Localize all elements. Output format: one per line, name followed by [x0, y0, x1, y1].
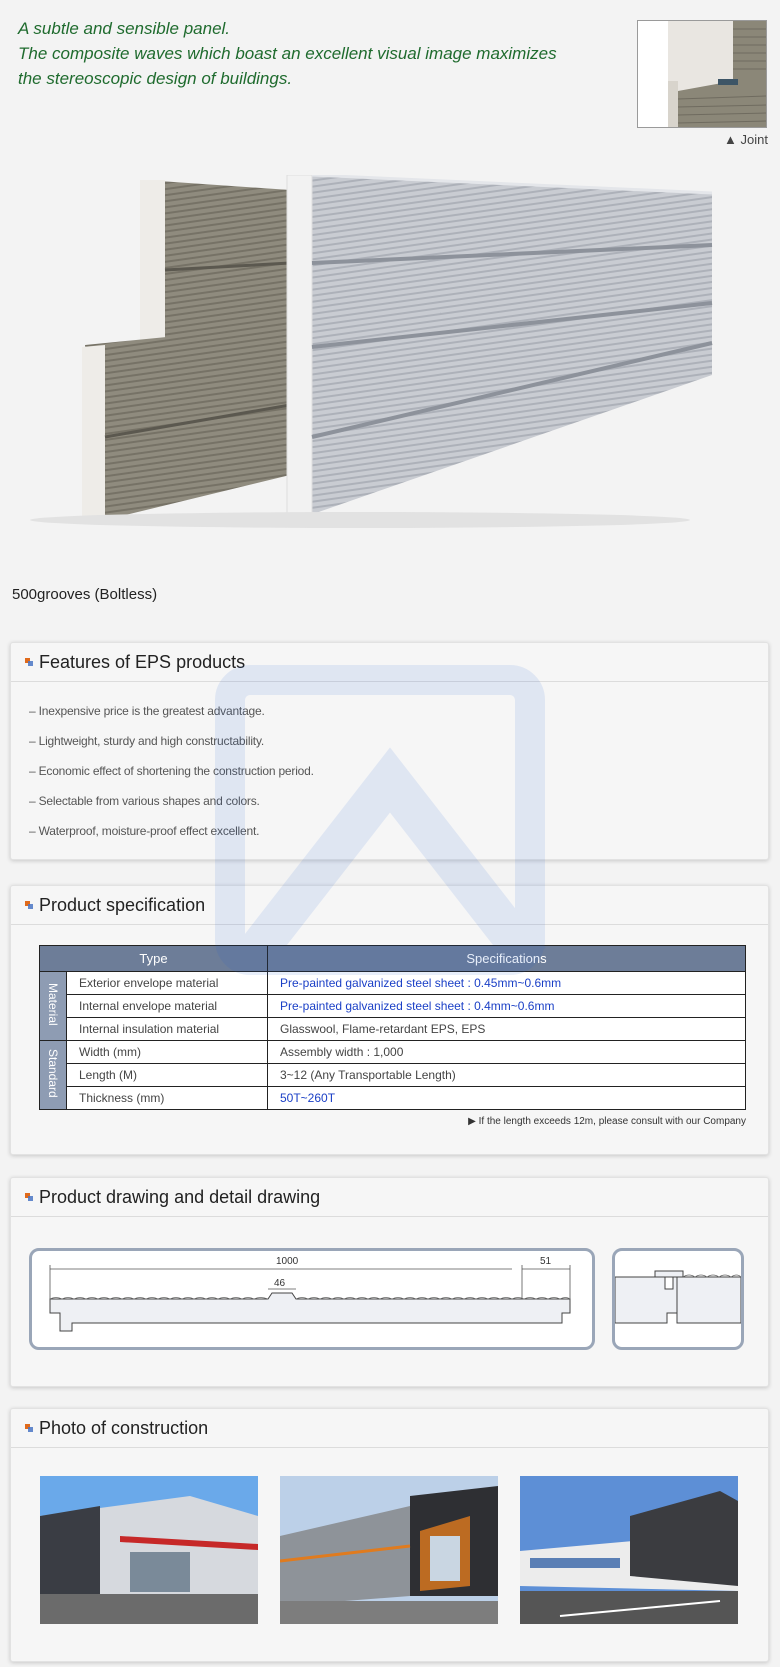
dimension-width: 1000 [276, 1256, 299, 1267]
specification-title: Product specification [39, 894, 206, 915]
row-type: Width (mm) [67, 1041, 268, 1064]
features-header [11, 643, 768, 682]
drawing-header [11, 1178, 768, 1217]
table-row [40, 995, 746, 1018]
row-value: 50T~260T [268, 1087, 746, 1110]
features-list [11, 682, 768, 854]
row-type: Exterior envelope material [67, 972, 268, 995]
table-row [40, 1018, 746, 1041]
construction-photo-2 [280, 1476, 498, 1624]
specification-table [39, 945, 746, 1110]
table-row [40, 972, 746, 995]
row-type: Thickness (mm) [67, 1087, 268, 1110]
list-item: – Inexpensive price is the greatest advantage. [29, 704, 265, 718]
hero-panel-image [0, 175, 720, 555]
section-bullet-icon [25, 1424, 33, 1432]
row-type: Internal envelope material [67, 995, 268, 1018]
specification-panel [10, 885, 769, 1155]
list-item: – Waterproof, moisture-proof effect excellent. [29, 824, 260, 838]
intro-line-2: The composite waves which boast an excellent visual image maximizes [18, 44, 557, 63]
list-item: – Economic effect of shortening the construction period. [29, 764, 314, 778]
table-row [40, 1087, 746, 1110]
intro-line-3: the stereoscopic design of buildings. [18, 69, 293, 88]
intro-line-1: A subtle and sensible panel. [18, 19, 231, 38]
group-material: Material [40, 972, 67, 1041]
specification-note: ▶ If the length exceeds 12m, please consult with our Company [468, 1116, 746, 1127]
features-title: Features of EPS products [39, 651, 246, 672]
joint-image [637, 20, 767, 128]
section-bullet-icon [25, 658, 33, 666]
list-item: – Selectable from various shapes and colors. [29, 794, 260, 808]
row-type: Length (M) [67, 1064, 268, 1087]
construction-photo-3 [520, 1476, 738, 1624]
row-value: 3~12 (Any Transportable Length) [268, 1064, 746, 1087]
joint-label: ▲ Joint [724, 132, 768, 147]
table-row [40, 1064, 746, 1087]
table-header-row [40, 946, 746, 972]
hero-caption: 500grooves (Boltless) [12, 586, 158, 603]
table-row [40, 1041, 746, 1064]
specification-header [11, 886, 768, 925]
row-value: Pre-painted galvanized steel sheet : 0.45mm~0.6mm [268, 972, 746, 995]
detail-drawing [612, 1248, 744, 1350]
intro-text [18, 16, 578, 91]
photos-title: Photo of construction [39, 1417, 209, 1438]
row-type: Internal insulation material [67, 1018, 268, 1041]
column-header-specifications: Specifications [268, 946, 746, 972]
row-value: Glasswool, Flame-retardant EPS, EPS [268, 1018, 746, 1041]
dimension-edge: 51 [540, 1256, 552, 1267]
row-value: Pre-painted galvanized steel sheet : 0.4mm~0.6mm [268, 995, 746, 1018]
section-bullet-icon [25, 901, 33, 909]
section-bullet-icon [25, 1193, 33, 1201]
list-item: – Lightweight, sturdy and high constructability. [29, 734, 264, 748]
photos-header [11, 1409, 768, 1448]
column-header-type: Type [40, 946, 268, 972]
drawing-panel [10, 1177, 769, 1387]
group-standard: Standard [40, 1041, 67, 1110]
construction-photos-panel [10, 1408, 769, 1662]
features-panel [10, 642, 769, 860]
row-value: Assembly width : 1,000 [268, 1041, 746, 1064]
construction-photo-1 [40, 1476, 258, 1624]
dimension-groove: 46 [274, 1278, 286, 1289]
product-drawing [29, 1248, 595, 1350]
drawing-title: Product drawing and detail drawing [39, 1186, 321, 1207]
